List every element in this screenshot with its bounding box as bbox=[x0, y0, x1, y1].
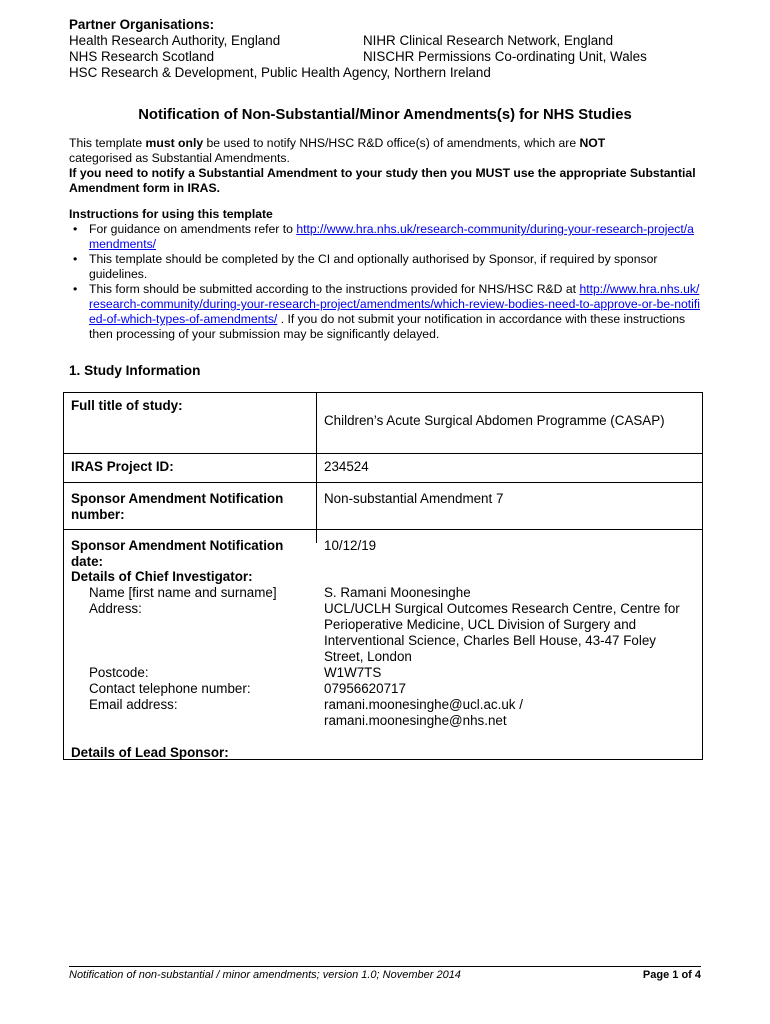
sponsor-date-value: 10/12/19 bbox=[324, 538, 377, 553]
iras-label: IRAS Project ID: bbox=[71, 459, 174, 474]
review-bodies-link[interactable]: http://www.hra.nhs.uk/research-community/during-your-research-project/amendments/which-review-bodies-need-to-approve-or-be-notified-of-which-types-of-amendments/ bbox=[89, 282, 700, 326]
name-value: S. Ramani Moonesinghe bbox=[324, 585, 471, 600]
sponsor-number-label: Sponsor Amendment Notification number: bbox=[71, 491, 284, 522]
page-number: Page 1 of 4 bbox=[642, 969, 701, 981]
intro-part: be used to notify NHS/HSC R&D office(s) of amendments, which are bbox=[203, 136, 580, 150]
instructions-list bbox=[69, 222, 701, 342]
email-value: ramani.moonesinghe@ucl.ac.uk / ramani.moonesinghe@nhs.net bbox=[324, 697, 523, 728]
partners-heading: Partner Organisations: bbox=[69, 17, 215, 32]
substantial-warning: If you need to notify a Substantial Amendment to your study then you MUST use the appropriate Substantial Amendment form in IRAS. bbox=[69, 166, 696, 195]
name-label: Name [first name and surname] bbox=[89, 585, 277, 600]
table-divider bbox=[316, 393, 317, 543]
intro-emphasis: must only bbox=[145, 136, 204, 150]
study-info-table bbox=[63, 392, 703, 760]
section-study-information: 1. Study Information bbox=[69, 363, 201, 378]
phone-label: Contact telephone number: bbox=[89, 681, 251, 696]
partner-nischr: NISCHR Permissions Co-ordinating Unit, Wales bbox=[363, 49, 647, 64]
list-item bbox=[89, 222, 701, 252]
list-item: • This template should be completed by the CI and optionally authorised by Sponsor, if required by sponsor guidelines. bbox=[89, 252, 701, 282]
full-title-value: Children’s Acute Surgical Abdomen Programme (CASAP) bbox=[324, 413, 665, 428]
sponsor-date-label: Sponsor Amendment Notification date: bbox=[71, 538, 284, 569]
full-title-label: Full title of study: bbox=[71, 398, 183, 413]
partner-organisations bbox=[69, 17, 709, 81]
postcode-label: Postcode: bbox=[89, 665, 149, 680]
iras-value: 234524 bbox=[324, 459, 369, 474]
instruction-text: . If you do not submit your notification in accordance with these instructions then processing of your submission may be significantly delayed. bbox=[89, 312, 686, 341]
amendments-guidance-link[interactable]: http://www.hra.nhs.uk/research-community/during-your-research-project/amendments/ bbox=[89, 222, 694, 251]
address-value: UCL/UCLH Surgical Outcomes Research Centre, Centre for Perioperative Medicine, UCL Division of Surgery and Interventional Science, Charles Bell House, 43-47 Foley Street, London bbox=[324, 601, 680, 664]
document-title: Notification of Non-Substantial/Minor Amendments(s) for NHS Studies bbox=[138, 107, 632, 123]
list-item bbox=[89, 282, 701, 342]
intro-part: categorised as Substantial Amendments. bbox=[69, 151, 290, 165]
partner-hra: Health Research Authority, England bbox=[69, 33, 281, 48]
table-divider bbox=[64, 529, 702, 530]
instructions bbox=[69, 207, 701, 342]
partner-hsc: HSC Research & Development, Public Health Agency, Northern Ireland bbox=[69, 65, 491, 80]
intro-text bbox=[69, 136, 701, 196]
lead-sponsor-label: Details of Lead Sponsor: bbox=[71, 745, 229, 760]
email-label: Email address: bbox=[89, 697, 178, 712]
sponsor-number-value: Non-substantial Amendment 7 bbox=[324, 491, 504, 506]
instruction-text: For guidance on amendments refer to bbox=[89, 222, 297, 236]
intro-part: This template bbox=[69, 136, 146, 150]
footer-version: Notification of non-substantial / minor amendments; version 1.0; November 2014 bbox=[69, 969, 461, 981]
partners-row bbox=[69, 33, 709, 49]
postcode-value: W1W7TS bbox=[324, 665, 382, 680]
intro-paragraph bbox=[69, 136, 701, 166]
table-divider bbox=[64, 482, 702, 483]
phone-value: 07956620717 bbox=[324, 681, 406, 696]
instruction-text: This form should be submitted according to the instructions provided for NHS/HSC R&D at bbox=[89, 282, 577, 296]
address-label: Address: bbox=[89, 601, 142, 616]
instructions-heading: Instructions for using this template bbox=[69, 207, 273, 221]
chief-investigator-heading: Details of Chief Investigator: bbox=[71, 569, 253, 584]
intro-emphasis: NOT bbox=[579, 136, 606, 150]
partner-nhs-scotland: NHS Research Scotland bbox=[69, 49, 215, 64]
table-divider bbox=[64, 453, 702, 454]
partners-row bbox=[69, 49, 709, 65]
footer-divider bbox=[69, 966, 701, 967]
partner-nihr: NIHR Clinical Research Network, England bbox=[363, 33, 614, 48]
